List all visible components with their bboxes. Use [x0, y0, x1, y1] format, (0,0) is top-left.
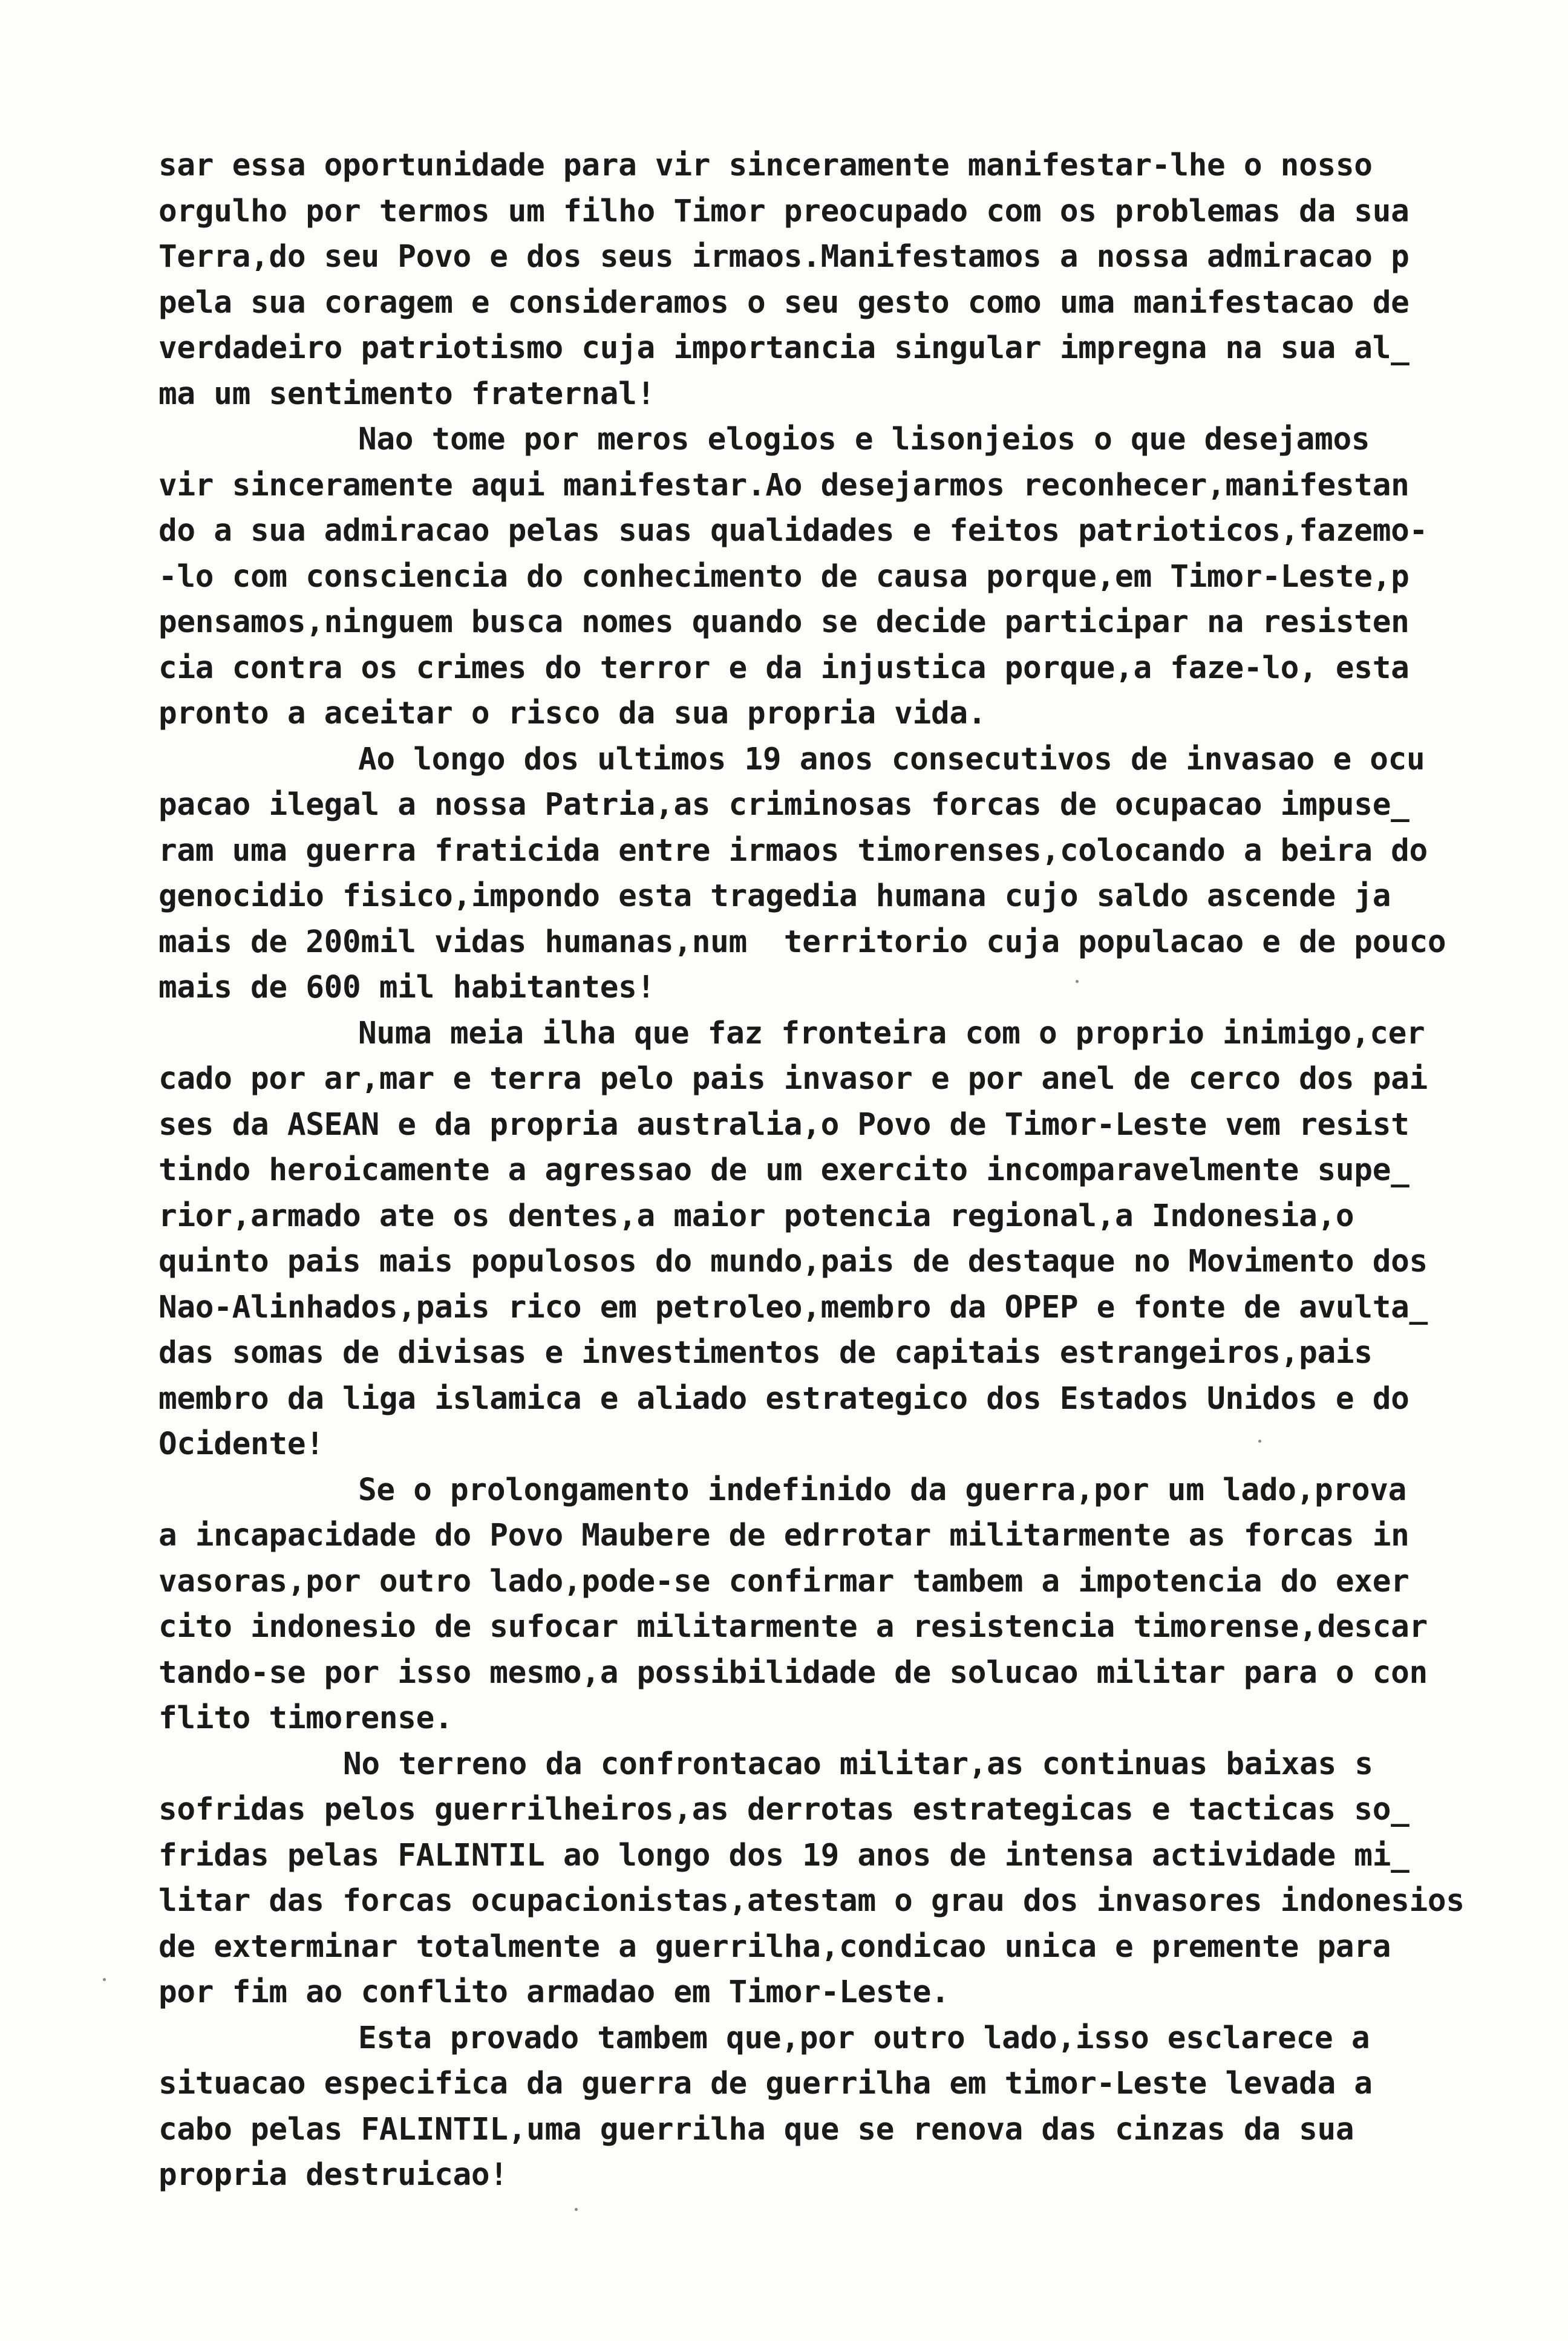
text-line: das somas de divisas e investimentos de capitais estrangeiros,pais — [158, 1335, 1373, 1371]
text-line: a incapacidade do Povo Maubere de edrrotar militarmente as forcas in — [158, 1518, 1410, 1553]
text-line: vir sinceramente aqui manifestar.Ao desejarmos reconhecer,manifestan — [158, 467, 1410, 503]
text-line: do a sua admiracao pelas suas qualidades e feitos patrioticos,fazemo- — [158, 513, 1428, 549]
text-line: pacao ilegal a nossa Patria,as criminosas forcas de ocupacao impuse_ — [158, 787, 1410, 823]
text-line: situacao especifica da guerra de guerrilha em timor-Leste levada a — [158, 2066, 1373, 2101]
paragraph-start-line: Nao tome por meros elogios e lisonjeios o que desejamos — [358, 422, 1370, 457]
paragraph-start-line: Esta provado tambem que,por outro lado,isso esclarece a — [358, 2020, 1370, 2056]
text-line: Nao-Alinhados,pais rico em petroleo,membro da OPEP e fonte de avulta_ — [158, 1289, 1428, 1325]
paragraph-start-line: Se o prolongamento indefinido da guerra,por um lado,prova — [358, 1472, 1407, 1508]
paper-speck — [1076, 980, 1079, 983]
text-line: orgulho por termos um filho Timor preocupado com os problemas da sua — [158, 193, 1410, 229]
text-line: pronto a aceitar o risco da sua propria vida. — [158, 696, 987, 731]
text-line: sofridas pelos guerrilheiros,as derrotas estrategicas e tacticas so_ — [158, 1792, 1410, 1827]
text-line: fridas pelas FALINTIL ao longo dos 19 anos de intensa actividade mi_ — [158, 1837, 1410, 1873]
paragraph-start-line: Numa meia ilha que faz fronteira com o proprio inimigo,cer — [358, 1015, 1425, 1051]
text-line: cito indonesio de sufocar militarmente a resistencia timorense,descar — [158, 1609, 1428, 1645]
text-line: mais de 600 mil habitantes! — [158, 970, 655, 1005]
paragraph-start-line: Ao longo dos ultimos 19 anos consecutivos de invasao e ocu — [358, 741, 1425, 777]
typed-letter-body — [158, 143, 1477, 2198]
paper-speck — [103, 1978, 106, 1981]
text-line: Terra,do seu Povo e dos seus irmaos.Manifestamos a nossa admiracao p — [158, 239, 1410, 275]
paper-speck — [1258, 1440, 1261, 1443]
text-line: ses da ASEAN e da propria australia,o Povo de Timor-Leste vem resist — [158, 1106, 1410, 1143]
text-line: por fim ao conflito armadao em Timor-Leste. — [158, 1974, 950, 2010]
text-line: tindo heroicamente a agressao de um exercito incomparavelmente supe_ — [158, 1152, 1410, 1188]
text-line: ram uma guerra fraticida entre irmaos timorenses,colocando a beira do — [158, 832, 1428, 869]
paper-speck — [575, 2208, 578, 2211]
text-line: membro da liga islamica e aliado estrategico dos Estados Unidos e do — [158, 1380, 1410, 1417]
text-line: litar das forcas ocupacionistas,atestam o grau dos invasores indonesios — [158, 1883, 1465, 1919]
text-line: vasoras,por outro lado,pode-se confirmar tambem a impotencia do exer — [158, 1563, 1410, 1599]
text-line: tando-se por isso mesmo,a possibilidade de solucao militar para o con — [158, 1654, 1428, 1691]
text-line: ma um sentimento fraternal! — [158, 376, 655, 412]
text-line: flito timorense. — [158, 1700, 453, 1736]
text-line: -lo com consciencia do conhecimento de causa porque,em Timor-Leste,p — [158, 558, 1410, 595]
text-line: verdadeiro patriotismo cuja importancia singular impregna na sua al_ — [158, 330, 1410, 366]
text-line: Ocidente! — [158, 1426, 324, 1462]
text-line: de exterminar totalmente a guerrilha,condicao unica e premente para — [158, 1928, 1391, 1965]
text-line: sar essa oportunidade para vir sinceramente manifestar-lhe o nosso — [158, 148, 1373, 183]
text-line: genocidio fisico,impondo esta tragedia humana cujo saldo ascende ja — [158, 878, 1391, 914]
text-line: cabo pelas FALINTIL,uma guerrilha que se renova das cinzas da sua — [158, 2111, 1354, 2147]
text-line: pensamos,ninguem busca nomes quando se decide participar na resisten — [158, 604, 1410, 640]
text-line: quinto pais mais populosos do mundo,pais de destaque no Movimento dos — [158, 1244, 1428, 1279]
text-line: mais de 200mil vidas humanas,num territorio cuja populacao e de pouco — [158, 924, 1446, 960]
paragraph-start-line: No terreno da confrontacao militar,as continuas baixas s — [343, 1746, 1373, 1782]
text-line: propria destruicao! — [158, 2157, 508, 2193]
text-line: cia contra os crimes do terror e da injustica porque,a faze-lo, esta — [158, 650, 1410, 686]
text-line: cado por ar,mar e terra pelo pais invasor e por anel de cerco dos pai — [158, 1061, 1428, 1097]
text-line: rior,armado ate os dentes,a maior potencia regional,a Indonesia,o — [158, 1198, 1354, 1234]
text-line: pela sua coragem e consideramos o seu gesto como uma manifestacao de — [158, 284, 1410, 321]
